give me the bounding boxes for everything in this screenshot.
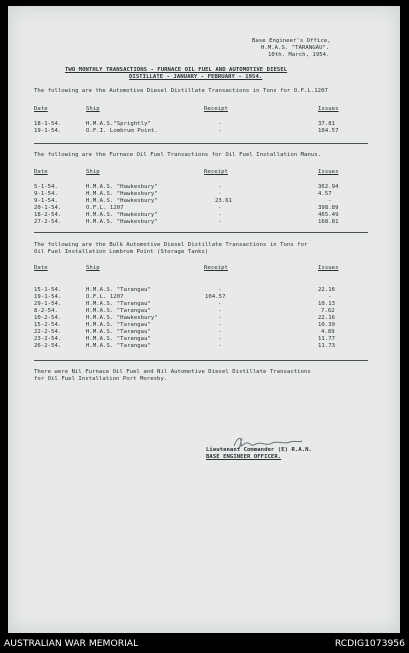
- table-row-date: 20-1-54.: [34, 205, 62, 211]
- table-row-issues: 22.16: [318, 287, 336, 293]
- table-row-date: 18-1-54.: [34, 121, 62, 127]
- table-row-date: 22-2-54.: [34, 329, 62, 335]
- document-title-line1: TWO MONTHLY TRANSACTIONS - FURNACE OIL FUEL AND AUTOMOTIVE DIESEL: [65, 67, 288, 73]
- section1-header-date: Date: [34, 106, 48, 112]
- table-row-issues: -: [328, 294, 332, 300]
- table-row-issues: 7.62: [321, 308, 335, 314]
- table-row-ship: H.M.A.S. "Hawkesbury": [86, 184, 158, 190]
- table-row-ship: H.M.A.S. "Tarangau": [86, 336, 151, 342]
- table-row-receipt: -: [218, 205, 222, 211]
- table-row-date: 26-2-54.: [34, 343, 62, 349]
- table-row-receipt: -: [218, 343, 222, 349]
- section1-intro: The following are the Automotive Diesel Distillate Transactions in Tons for O.F.L.1207: [34, 88, 328, 94]
- signature-rank: Lieutenant Commander (E) R.A.N.: [206, 447, 312, 453]
- section2-header-ship: Ship: [86, 169, 100, 175]
- table-row-receipt: -: [218, 184, 222, 190]
- section1-header-receipt: Receipt: [204, 106, 228, 112]
- archive-id: RCDIG1073956: [334, 638, 405, 649]
- table-row-ship: H.M.A.S. "Hawkesbury": [86, 191, 158, 197]
- table-row-receipt: 104.57: [205, 294, 226, 300]
- letterhead-date: 10th. March, 1954.: [268, 52, 330, 58]
- table-row-date: 27-2-54.: [34, 219, 62, 225]
- table-row-date: 5-1-54.: [34, 184, 58, 190]
- table-row-receipt: -: [218, 287, 222, 293]
- table-row-ship: H.M.A.S. "Hawkesbury": [86, 219, 158, 225]
- document-page: [8, 6, 400, 633]
- table-row-ship: H.M.A.S. "Hawkesbury": [86, 198, 158, 204]
- table-row-issues: 37.81: [318, 121, 336, 127]
- table-row-receipt: -: [218, 308, 222, 314]
- table-row-receipt: 23.61: [215, 198, 233, 204]
- table-row-receipt: -: [218, 322, 222, 328]
- section1-header-ship: Ship: [86, 106, 100, 112]
- section2-header-date: Date: [34, 169, 48, 175]
- section3-header-ship: Ship: [86, 265, 100, 271]
- section3-intro-line1: The following are the Bulk Automotive Diesel Distillate Transactions in Tons for: [34, 242, 308, 248]
- section-divider: [34, 143, 368, 144]
- section3-header-issues: Issues: [318, 265, 339, 271]
- section-divider: [34, 232, 368, 233]
- table-row-ship: H.M.A.S. "Tarangau": [86, 343, 151, 349]
- table-row-ship: H.M.A.S. "Tarangau": [86, 322, 151, 328]
- section2-intro: The following are the Furnace Oil Fuel Transactions for Oil Fuel Installation Manus.: [34, 152, 322, 158]
- signature-title: BASE ENGINEER OFFICER.: [206, 454, 282, 460]
- section3-header-receipt: Receipt: [204, 265, 228, 271]
- table-row-issues: -: [328, 198, 332, 204]
- table-row-date: 15-1-54.: [34, 287, 62, 293]
- closing-note-line2: for Oil Fuel Installation Port Moresby.: [34, 376, 168, 382]
- table-row-date: 10-2-54.: [34, 315, 62, 321]
- table-row-issues: 104.57: [318, 128, 339, 134]
- table-row-issues: 362.94: [318, 184, 339, 190]
- table-row-date: 15-2-54.: [34, 322, 62, 328]
- table-row-issues: 4.57: [318, 191, 332, 197]
- section3-header-date: Date: [34, 265, 48, 271]
- table-row-date: 9-1-54.: [34, 198, 58, 204]
- table-row-receipt: -: [218, 336, 222, 342]
- table-row-ship: H.M.A.S. "Tarangau": [86, 329, 151, 335]
- table-row-date: 9-1-54.: [34, 191, 58, 197]
- document-title-line2: DISTILLATE - JANUARY - FEBRUARY - 1954.: [129, 74, 263, 80]
- table-row-receipt: -: [218, 191, 222, 197]
- letterhead-ship: H.M.A.S. "TARANGAU".: [261, 45, 330, 51]
- section2-header-issues: Issues: [318, 169, 339, 175]
- table-row-issues: 398.89: [318, 205, 339, 211]
- section-divider: [34, 360, 368, 361]
- table-row-ship: H.M.A.S. "Hawkesbury": [86, 315, 158, 321]
- table-row-receipt: -: [218, 315, 222, 321]
- table-row-receipt: -: [218, 212, 222, 218]
- table-row-date: 19-1-54.: [34, 294, 62, 300]
- table-row-receipt: -: [218, 219, 222, 225]
- table-row-issues: 10.39: [318, 322, 336, 328]
- table-row-date: 18-2-54.: [34, 212, 62, 218]
- table-row-ship: H.M.A.S."Sprightly": [86, 121, 151, 127]
- archive-name: AUSTRALIAN WAR MEMORIAL: [4, 638, 139, 649]
- table-row-receipt: -: [218, 128, 222, 134]
- archive-footer: [0, 635, 409, 653]
- table-row-issues: 168.81: [318, 219, 339, 225]
- table-row-date: 8-2-54.: [34, 308, 58, 314]
- table-row-issues: 11.77: [318, 336, 336, 342]
- table-row-issues: 10.13: [318, 301, 336, 307]
- table-row-ship: H.M.A.S. "Tarangau": [86, 301, 151, 307]
- table-row-ship: H.M.A.S. "Tarangau": [86, 287, 151, 293]
- table-row-ship: O.F.I. Lombrum Point.: [86, 128, 158, 134]
- table-row-ship: H.M.A.S. "Tarangau": [86, 308, 151, 314]
- section2-header-receipt: Receipt: [204, 169, 228, 175]
- table-row-issues: 11.73: [318, 343, 336, 349]
- table-row-date: 23-2-54.: [34, 336, 62, 342]
- table-row-date: 19-1-54.: [34, 128, 62, 134]
- table-row-receipt: -: [218, 301, 222, 307]
- table-row-receipt: -: [218, 121, 222, 127]
- table-row-issues: 22.16: [318, 315, 336, 321]
- letterhead-office: Base Engineer's Office,: [252, 38, 331, 44]
- table-row-ship: H.M.A.S. "Hawkesbury": [86, 212, 158, 218]
- section3-intro-line2: Oil Fuel Installation Lombrum Point (Storage Tanks): [34, 249, 209, 255]
- table-row-ship: O.F.L. 1207: [86, 294, 124, 300]
- table-row-issues: 4.89: [321, 329, 335, 335]
- table-row-receipt: -: [218, 329, 222, 335]
- section1-header-issues: Issues: [318, 106, 339, 112]
- table-row-issues: 465.49: [318, 212, 339, 218]
- closing-note-line1: There were Nil Furnace Oil Fuel and Nil Automotive Diesel Distillate Transactions: [34, 369, 311, 375]
- table-row-ship: O.F.L. 1207: [86, 205, 124, 211]
- table-row-date: 29-1-54.: [34, 301, 62, 307]
